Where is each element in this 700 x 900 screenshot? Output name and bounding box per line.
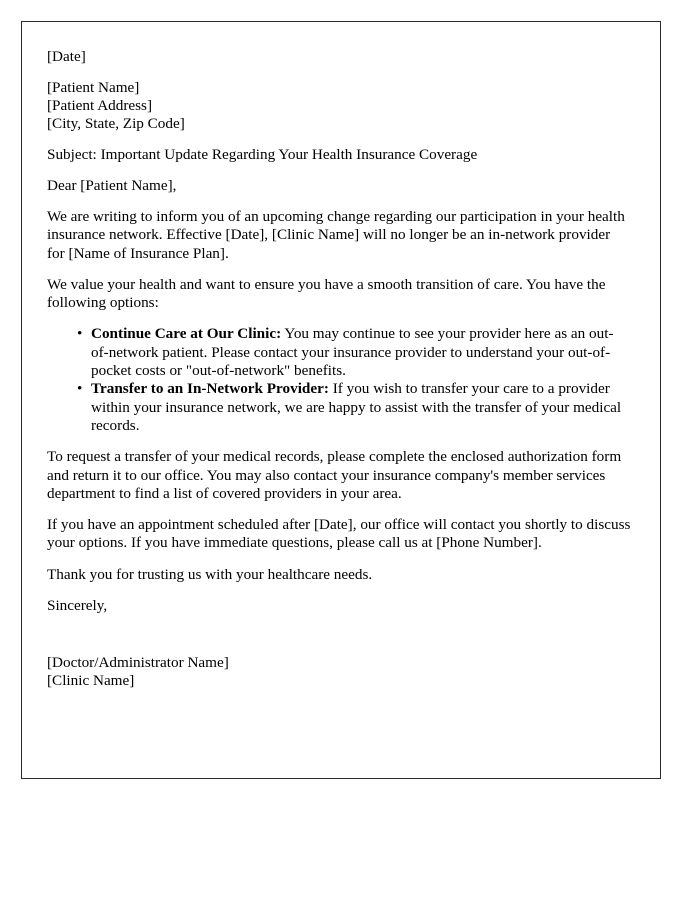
- recipient-address-block: [47, 79, 631, 133]
- options-list: [47, 325, 631, 435]
- document-page: [21, 21, 661, 779]
- list-item: [47, 380, 631, 435]
- paragraph-options-intro: We value your health and want to ensure you have a smooth transition of care. You have the following options:: [47, 275, 606, 312]
- option-description: You may continue to see your provider here as an out-of-network patient. Please contact your insurance provider to understand your out-of-pocket costs or "out-of-network" benefits.: [91, 325, 614, 380]
- valediction: Sincerely,: [47, 597, 108, 615]
- recipient-address: [Patient Address]: [47, 97, 153, 114]
- date-block: [47, 48, 631, 66]
- paragraph-intro: We are writing to inform you of an upcoming change regarding our participation in your health insurance network. Effective [Date], [Clinic Name] will no longer be an in-network provider for [Name of Insurance Plan].: [47, 208, 625, 262]
- bullet-icon: •: [77, 380, 83, 398]
- signature-block: [47, 654, 631, 690]
- date-placeholder: [Date]: [47, 48, 86, 65]
- option-description: If you wish to transfer your care to a provider within your insurance network, we are happy to assist with the transfer of your medical records.: [91, 380, 622, 434]
- clinic-name: [Clinic Name]: [47, 672, 135, 690]
- valediction-block: [47, 597, 631, 615]
- bullet-icon: •: [77, 325, 83, 343]
- subject-line: Subject: Important Update Regarding Your Health Insurance Coverage: [47, 146, 478, 163]
- recipient-city-state-zip: [City, State, Zip Code]: [47, 115, 185, 132]
- recipient-name: [Patient Name]: [47, 79, 140, 96]
- salutation: Dear [Patient Name],: [47, 177, 177, 194]
- option-lead-label: Continue Care at Our Clinic:: [91, 325, 282, 343]
- paragraph-appointments: If you have an appointment scheduled after [Date], our office will contact you shortly to discuss your options. If you have immediate questions, please call us at [Phone Number].: [47, 516, 631, 552]
- paragraph-records-transfer: To request a transfer of your medical records, please complete the enclosed authorization form and return it to our office. You may also contact your insurance company's member services department to find a list of covered providers in your area.: [47, 448, 622, 502]
- list-item: [47, 325, 631, 380]
- letter-body: [47, 48, 631, 690]
- paragraph-thanks: Thank you for trusting us with your healthcare needs.: [47, 565, 373, 583]
- signer-name: [Doctor/Administrator Name]: [47, 654, 229, 672]
- subject-line-block: [47, 146, 631, 164]
- salutation-block: [47, 177, 631, 195]
- option-lead-label: Transfer to an In-Network Provider:: [91, 380, 329, 398]
- signature-spacer: [47, 628, 631, 654]
